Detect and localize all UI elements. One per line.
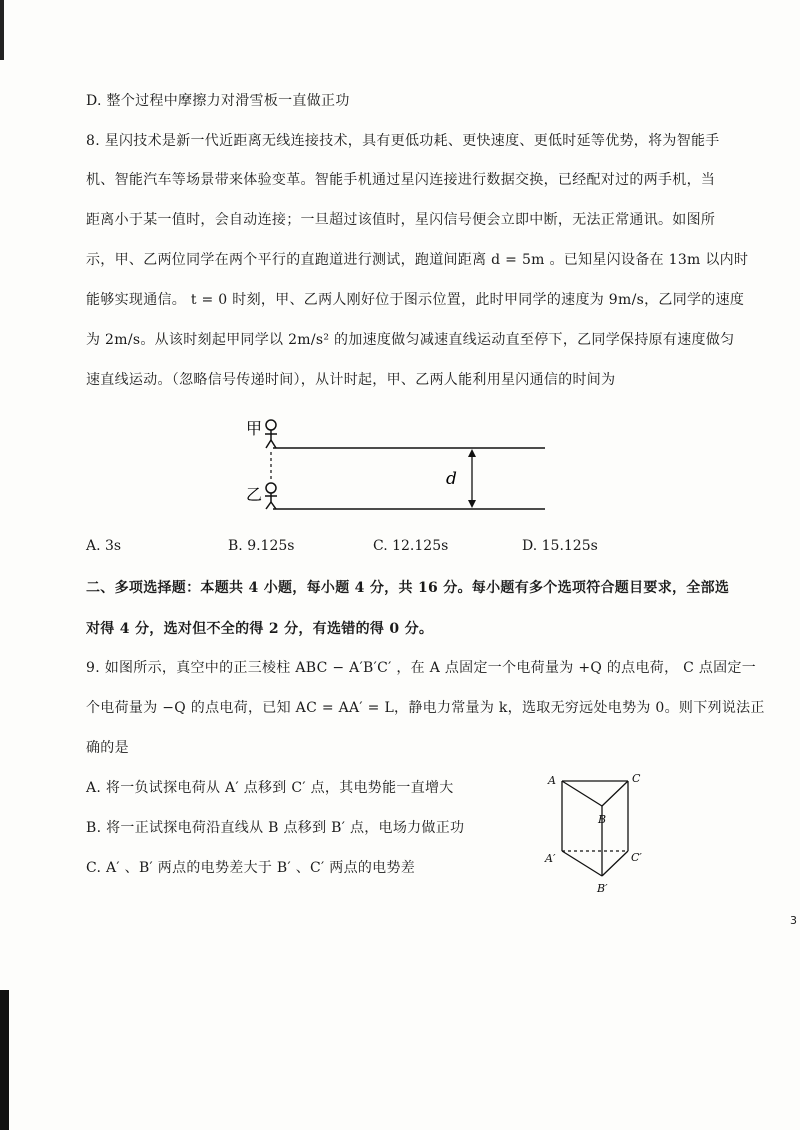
q8-track-figure: [240, 410, 560, 525]
q8-line: 距离小于某一值时，会自动连接；一旦超过该值时，星闪信号便会立即中断，无法正常通讯。如图所: [86, 212, 716, 228]
page-number: 3: [790, 914, 797, 927]
section2-heading: 二、多项选择题：本题共 4 小题，每小题 4 分，共 16 分。每小题有多个选项符合题目要求，全部选: [86, 580, 730, 596]
q8-line: 为 2m/s。从该时刻起甲同学以 2m/s² 的加速度做匀减速直线运动直至停下，乙同学保持原有速度做匀: [86, 332, 735, 348]
label-A: A: [548, 774, 556, 787]
arrow-head-up: [468, 449, 476, 457]
q8-option-c: C. 12.125s: [373, 538, 449, 554]
label-C: C: [632, 772, 641, 785]
label-A1: A′: [545, 852, 556, 865]
q9-line: 确的是: [86, 740, 129, 756]
q8-option-d: D. 15.125s: [522, 538, 598, 554]
label-B1: B′: [597, 882, 608, 895]
q8-line: 8. 星闪技术是新一代近距离无线连接技术，具有更低功耗、更快速度、更低时延等优势，将为智能手: [86, 133, 720, 149]
q9-line: 个电荷量为 −Q 的点电荷，已知 AC = AA′ = L，静电力常量为 k，选取无穷远处电势为 0。则下列说法正: [86, 700, 765, 716]
label-C1: C′: [631, 851, 642, 864]
person-yi-icon: [265, 483, 277, 509]
q9-line: 9. 如图所示，真空中的正三棱柱 ABC − A′B′C′ ，在 A 点固定一个电荷量为 +Q 的点电荷， C 点固定一: [86, 660, 757, 676]
arrow-head-down: [468, 500, 476, 508]
q8-line: 能够实现通信。 t = 0 时刻，甲、乙两人刚好位于图示位置，此时甲同学的速度为 9m/s，乙同学的速度: [86, 292, 745, 308]
q8-line: 机、智能汽车等场景带来体验变革。智能手机通过星闪连接进行数据交换，已经配对过的两手机，当: [86, 172, 716, 188]
q9-option-c: C. A′ 、B′ 两点的电势差大于 B′ 、C′ 两点的电势差: [86, 860, 416, 876]
edge-C1B1: [602, 851, 628, 876]
scan-edge-top: [0, 0, 4, 60]
q8-line: 速直线运动。（忽略信号传递时间），从计时起，甲、乙两人能利用星闪通信的时间为: [86, 372, 616, 388]
q7-option-d: D. 整个过程中摩擦力对滑雪板一直做正功: [86, 93, 350, 109]
section2-heading-cont: 对得 4 分，选对但不全的得 2 分，有选错的得 0 分。: [86, 621, 434, 637]
q9-option-b: B. 将一正试探电荷沿直线从 B 点移到 B′ 点，电场力做正功: [86, 820, 465, 836]
edge-A1B1: [562, 851, 602, 876]
q8-option-b: B. 9.125s: [228, 538, 295, 554]
q9-option-a: A. 将一负试探电荷从 A′ 点移到 C′ 点，其电势能一直增大: [86, 780, 454, 796]
label-B: B: [598, 813, 607, 826]
q8-option-a: A. 3s: [86, 538, 122, 554]
label-jia: 甲: [246, 419, 263, 438]
scan-edge-left: [0, 990, 9, 1130]
label-d: d: [446, 469, 457, 489]
q9-prism-figure: [540, 768, 660, 896]
edge-AB: [562, 781, 602, 806]
q8-line: 示，甲、乙两位同学在两个平行的直跑道进行测试，跑道间距离 d = 5m 。已知星闪设备在 13m 以内时: [86, 252, 749, 268]
person-jia-icon: [265, 420, 277, 448]
edge-CB: [602, 781, 628, 806]
label-yi: 乙: [246, 485, 263, 504]
